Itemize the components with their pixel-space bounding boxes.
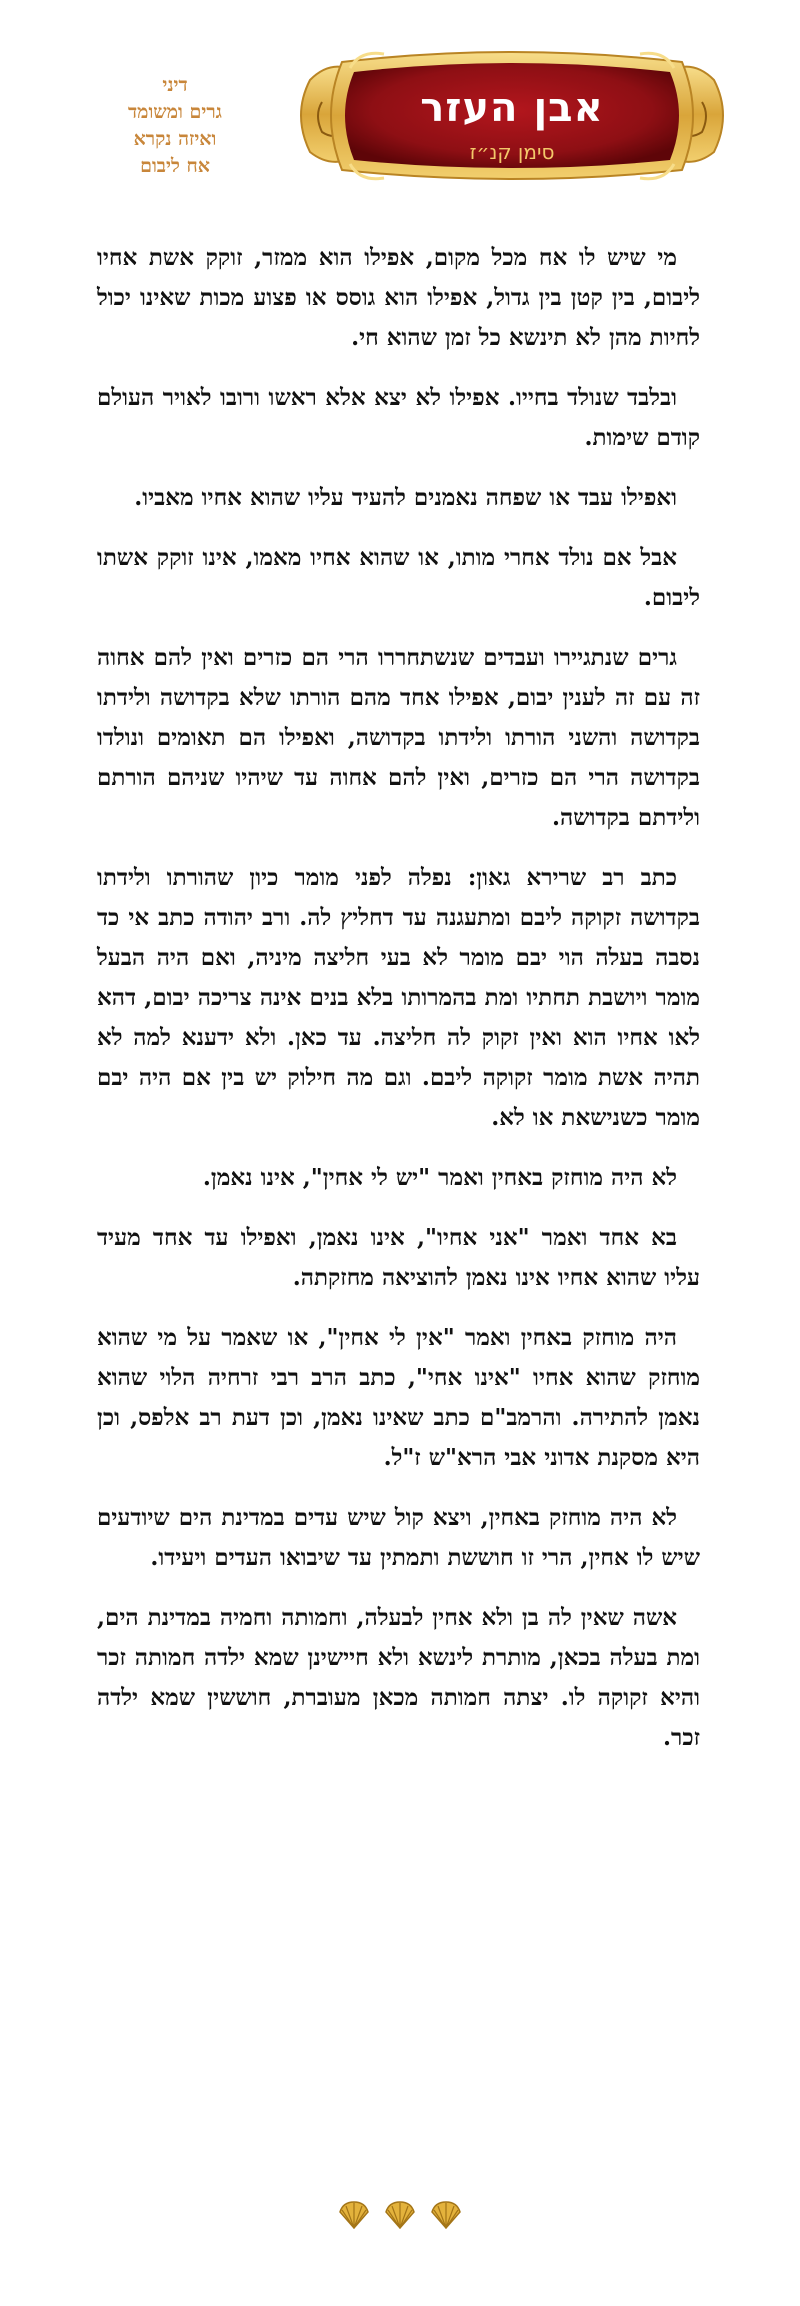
paragraph: ובלבד שנולד בחייו. אפילו לא יצא אלא ראשו ורובו לאויר העולם קודם שימות. xyxy=(97,384,700,451)
law-text xyxy=(97,238,700,1778)
paragraph: אבל אם נולד אחרי מותו, או שהוא אחיו מאמו, אינו זוקק אשתו ליבום. xyxy=(97,544,700,611)
header xyxy=(0,0,800,200)
paragraph: גרים שנתגיירו ועבדים שנשתחררו הרי הם כזרים ואין להם אחוה זה עם זה לענין יבום, אפילו אחד מהם הורתו שלא בקדושה ולידתו בקדושה והשני הורתו ולידתו בקדושה, ואפילו הם תאומים ונולדו בקדושה הרי הם כזרים, ואין להם אחוה עד שיהיו שניהם הורתם ולידתם בקדושה. xyxy=(97,644,700,831)
paragraph: בא אחד ואמר "אני אחיו", אינו נאמן, ואפילו עד אחד מעיד עליו שהוא אחיו אינו נאמן להוציאה מחזקתה. xyxy=(97,1224,700,1291)
topic-line: ואיזה נקרא xyxy=(133,128,217,150)
topic-line: גרים ומשומד xyxy=(128,101,222,123)
topic-line: אח ליבום xyxy=(140,155,210,177)
section-subtitle: סימן קנ״ז xyxy=(469,140,555,164)
paragraph: מי שיש לו אח מכל מקום, אפילו הוא ממזר, זוקק אשת אחיו ליבום, בין קטן בין גדול, אפילו הוא גוסס או פצוע מכות שאינו יכול לחיות מהן לא תינשא כל זמן שהוא חי. xyxy=(97,244,700,351)
shell-icon xyxy=(429,2200,463,2230)
footer-ornament xyxy=(0,2200,800,2240)
shell-icon xyxy=(383,2200,417,2230)
topic-line: דיני xyxy=(162,74,188,96)
section-topic-note xyxy=(100,72,250,180)
paragraph: ואפילו עבד או שפחה נאמנים להעיד עליו שהוא אחיו מאביו. xyxy=(134,484,677,511)
section-title: אבן העזר xyxy=(420,85,604,131)
paragraph: כתב רב שרירא גאון: נפלה לפני מומר כיון שהורתו ולידתו בקדושה זקוקה ליבם ומתעגנה עד דחליץ לה. ורב יהודה כתב אי כד נסבה בעלה הוי יבם מומר לא בעי חליצה מיניה, ואם היה הבעל מומר ויושבת תחתיו ומת בהמרותו בלא בנים אינה צריכה יבום, דהא לאו אחיו הוא ואין זקוק לה חליצה. עד כאן. ולא ידענא למה לא תהיה אשת מומר זקוקה ליבם. וגם מה חילוק יש בין אם היה יבם מומר כשנישאת או לא. xyxy=(97,864,700,1131)
paragraph: לא היה מוחזק באחין, ויצא קול שיש עדים במדינת הים שיודעים שיש לו אחין, הרי זו חוששת ותמתין עד שיבואו העדים ויעידו. xyxy=(97,1504,700,1571)
shell-icon xyxy=(337,2200,371,2230)
paragraph: אשה שאין לה בן ולא אחין לבעלה, וחמותה וחמיה במדינת הים, ומת בעלה בכאן, מותרת לינשא ולא חיישינן שמא ילדה חמותה זכר והיא זקוקה לו. יצתה חמותה מכאן מעוברת, חוששין שמא ילדה זכר. xyxy=(97,1604,700,1751)
paragraph: היה מוחזק באחין ואמר "אין לי אחין", או שאמר על מי שהוא מוחזק שהוא אחיו "אינו אחי", כתב הרב רבי זרחיה הלוי שהוא נאמן להתירה. והרמב"ם כתב שאינו נאמן, וכן דעת רב אלפס, וכן היא מסקנת אדוני אבי הרא"ש ז"ל. xyxy=(97,1324,700,1471)
paragraph: לא היה מוחזק באחין ואמר "יש לי אחין", אינו נאמן. xyxy=(202,1164,677,1191)
